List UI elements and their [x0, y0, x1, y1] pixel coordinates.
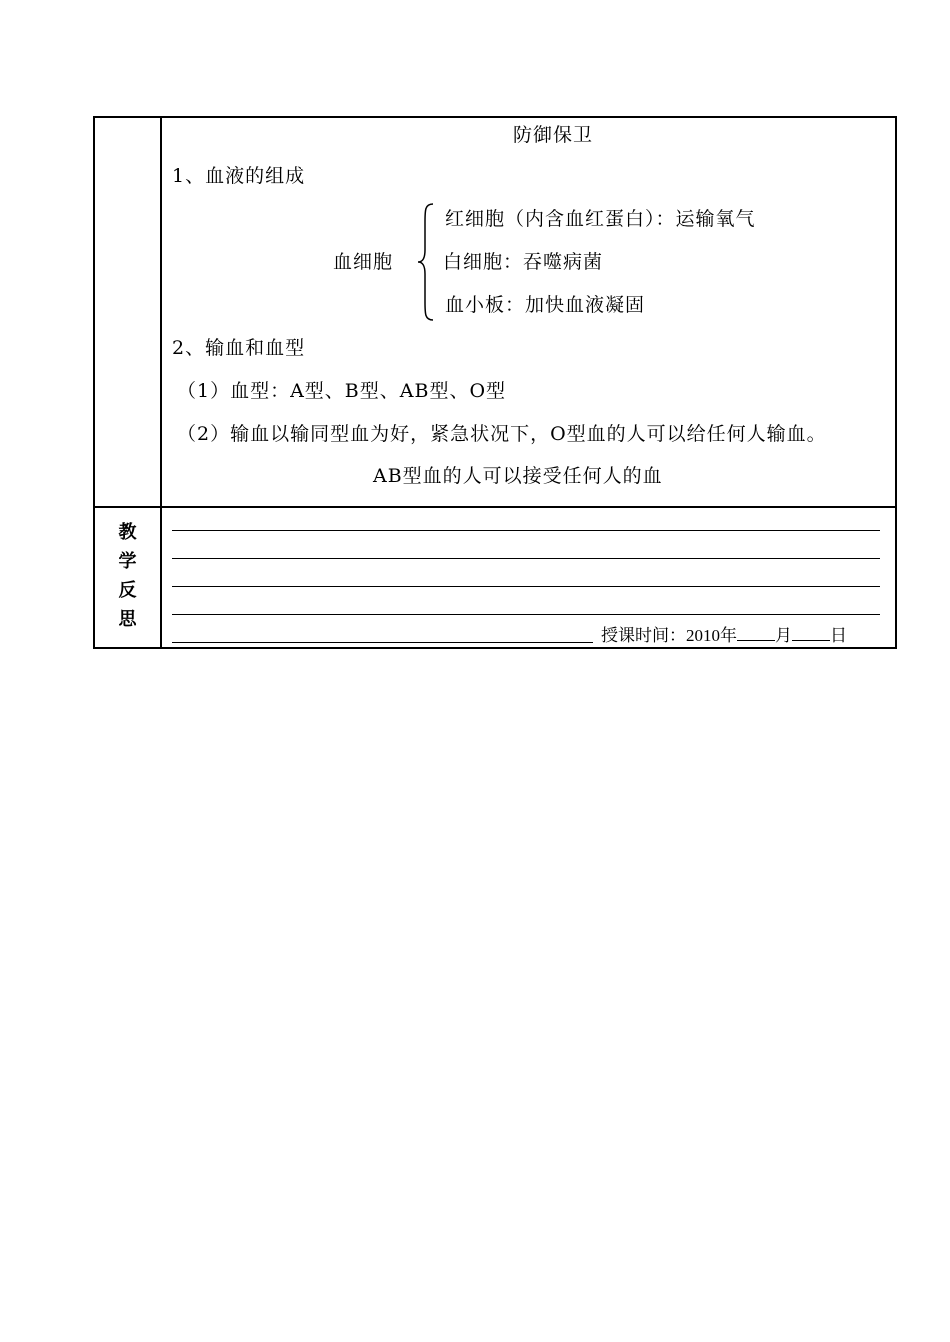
reflection-char: 学: [118, 551, 137, 572]
column-divider: [160, 118, 162, 647]
row-divider: [95, 506, 895, 508]
blood-cells-label: 血细胞: [333, 251, 394, 273]
heading-blood-composition: 1、血液的组成: [172, 165, 306, 187]
writing-line: [172, 558, 880, 559]
writing-line: [172, 642, 593, 643]
writing-line: [172, 586, 880, 587]
lesson-date: [601, 624, 847, 647]
transfusion-rule-line: （2）输血以输同型血为好，紧急状况下，O型血的人可以给任何人输血。: [177, 423, 827, 445]
day-label: 日: [830, 626, 847, 645]
reflection-char: 思: [118, 609, 137, 630]
platelet-line: 血小板：加快血液凝固: [445, 294, 646, 316]
date-prefix: 授课时间：2010年: [601, 626, 737, 645]
red-blood-cell-line: 红细胞（内含血红蛋白）：运输氧气: [445, 208, 756, 230]
white-blood-cell-line: 白细胞：吞噬病菌: [443, 251, 604, 273]
curly-brace-icon: [417, 202, 435, 322]
lesson-table: [93, 116, 897, 649]
ab-universal-recipient-line: AB型血的人可以接受任何人的血: [373, 465, 663, 487]
blood-types-line: （1）血型：A型、B型、AB型、O型: [177, 380, 507, 402]
month-blank: [737, 624, 775, 641]
writing-line: [172, 530, 880, 531]
section-title: 防御保卫: [513, 124, 594, 146]
reflection-char: 教: [118, 522, 137, 543]
day-blank: [792, 624, 830, 641]
reflection-char: 反: [118, 580, 137, 601]
month-label: 月: [775, 626, 792, 645]
teaching-reflection-label: [95, 518, 160, 634]
heading-transfusion: 2、输血和血型: [172, 337, 306, 359]
writing-line: [172, 614, 880, 615]
